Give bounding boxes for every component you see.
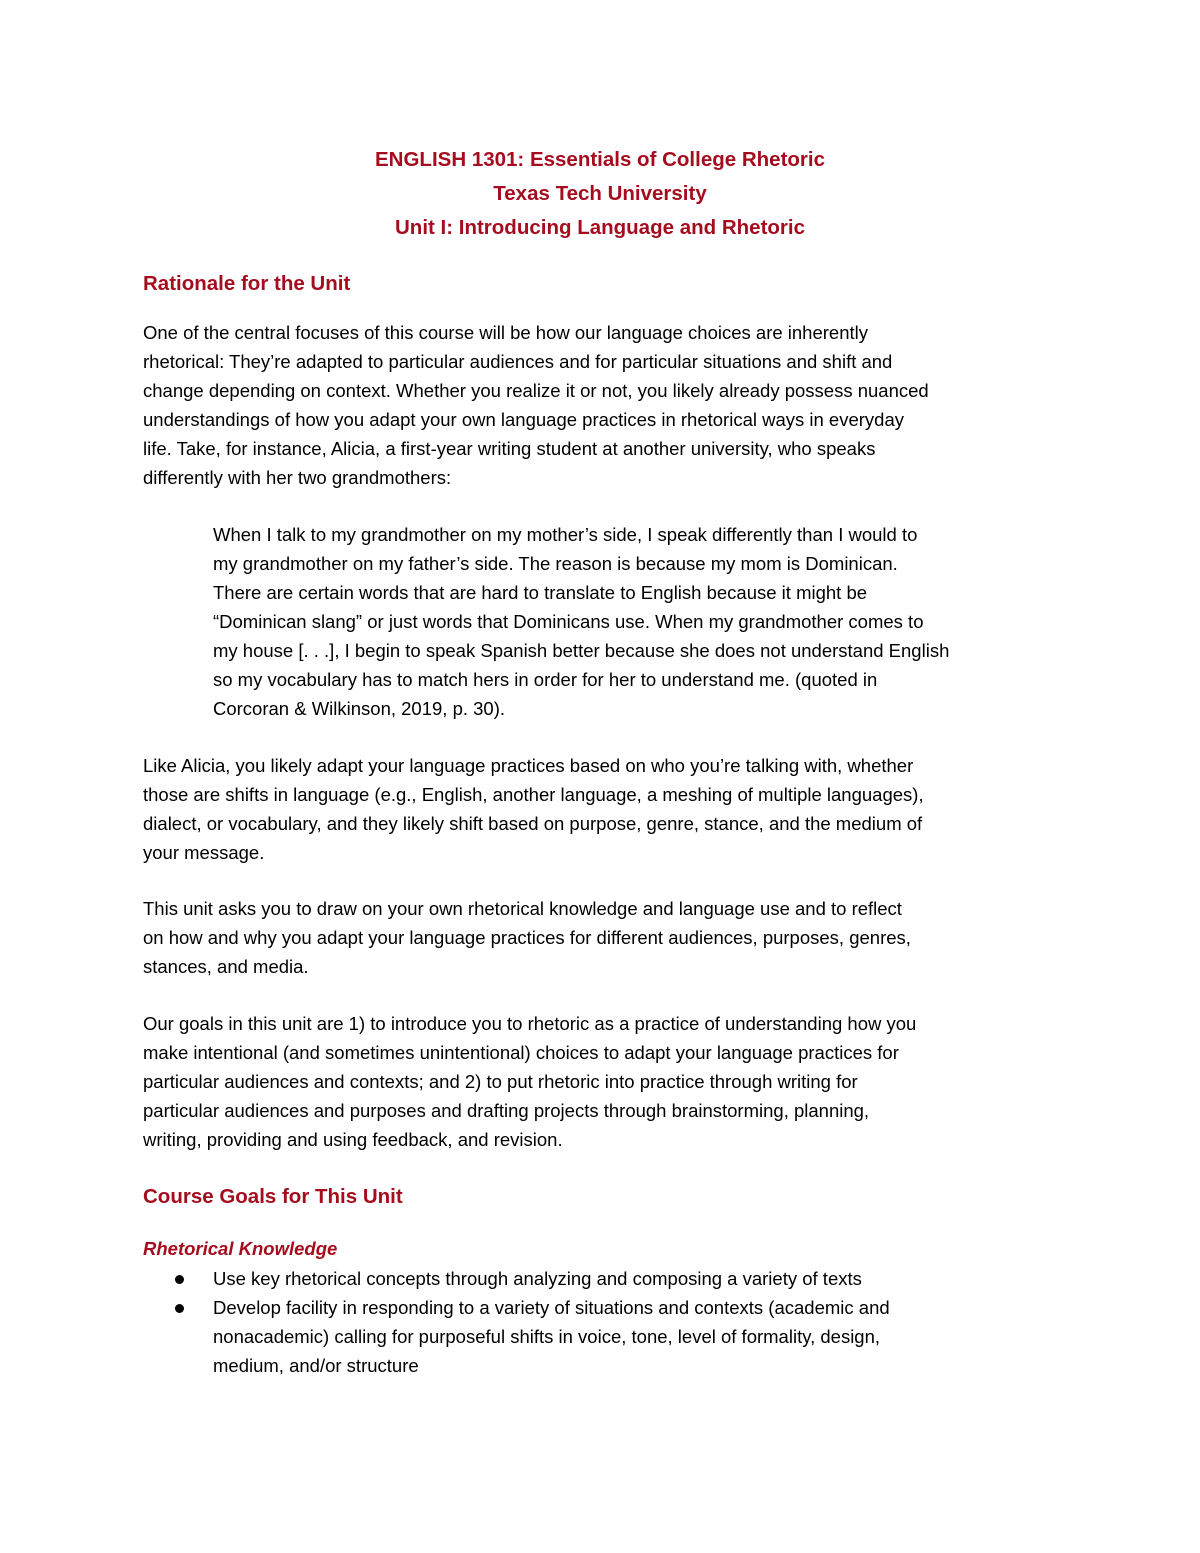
course-title: ENGLISH 1301: Essentials of College Rhetoric xyxy=(375,148,825,171)
rationale-paragraph-4 xyxy=(143,1009,1073,1154)
rationale-heading: Rationale for the Unit xyxy=(143,272,351,295)
text-line: medium, and/or structure xyxy=(213,1355,419,1376)
rhetorical-knowledge-subheading: Rhetorical Knowledge xyxy=(143,1238,338,1259)
rationale-paragraph-2 xyxy=(143,751,1073,867)
quote-line: so my vocabulary has to match hers in order for her to understand me. (quoted in xyxy=(213,669,878,690)
list-item xyxy=(143,1264,1073,1293)
university-name: Texas Tech University xyxy=(493,182,707,205)
text-line: particular audiences and purposes and drafting projects through brainstorming, planning, xyxy=(143,1100,870,1121)
block-quote xyxy=(213,520,1073,723)
text-line: writing, providing and using feedback, and revision. xyxy=(143,1129,563,1150)
quote-line: “Dominican slang” or just words that Dominicans use. When my grandmother comes to xyxy=(213,611,924,632)
quote-line: my house [. . .], I begin to speak Spanish better because she does not understand English xyxy=(213,640,950,661)
document-title-block xyxy=(0,143,1200,245)
text-line: dialect, or vocabulary, and they likely shift based on purpose, genre, stance, and the medium of xyxy=(143,813,923,834)
unit-title: Unit I: Introducing Language and Rhetoric xyxy=(395,216,805,239)
bullet-icon xyxy=(175,1304,184,1313)
quote-line: There are certain words that are hard to translate to English because it might be xyxy=(213,582,868,603)
text-line: your message. xyxy=(143,842,265,863)
list-item xyxy=(143,1293,1073,1380)
text-line: stances, and media. xyxy=(143,956,309,977)
rationale-paragraph-1 xyxy=(143,318,1073,492)
text-line: make intentional (and sometimes unintentional) choices to adapt your language practices for xyxy=(143,1042,899,1063)
text-line: Develop facility in responding to a variety of situations and contexts (academic and xyxy=(213,1297,890,1318)
text-line: change depending on context. Whether you realize it or not, you likely already possess nuanced xyxy=(143,380,929,401)
course-goals-heading: Course Goals for This Unit xyxy=(143,1185,403,1208)
text-line: understandings of how you adapt your own language practices in rhetorical ways in everyday xyxy=(143,409,905,430)
text-line: nonacademic) calling for purposeful shifts in voice, tone, level of formality, design, xyxy=(213,1326,881,1347)
text-line: rhetorical: They’re adapted to particular audiences and for particular situations and shift and xyxy=(143,351,893,372)
rationale-paragraph-3 xyxy=(143,894,1073,981)
text-line: particular audiences and contexts; and 2) to put rhetoric into practice through writing for xyxy=(143,1071,858,1092)
text-line: those are shifts in language (e.g., English, another language, a meshing of multiple languages), xyxy=(143,784,924,805)
quote-line: When I talk to my grandmother on my mother’s side, I speak differently than I would to xyxy=(213,524,918,545)
bullet-icon xyxy=(175,1275,184,1284)
text-line: One of the central focuses of this course will be how our language choices are inherently xyxy=(143,322,868,343)
text-line: life. Take, for instance, Alicia, a first-year writing student at another university, who speaks xyxy=(143,438,876,459)
text-line: Our goals in this unit are 1) to introduce you to rhetoric as a practice of understanding how you xyxy=(143,1013,917,1034)
text-line: on how and why you adapt your language practices for different audiences, purposes, genres, xyxy=(143,927,911,948)
quote-line: Corcoran & Wilkinson, 2019, p. 30). xyxy=(213,698,506,719)
text-line: This unit asks you to draw on your own rhetorical knowledge and language use and to reflect xyxy=(143,898,902,919)
goals-bullet-list xyxy=(143,1264,1073,1380)
text-line: differently with her two grandmothers: xyxy=(143,467,452,488)
text-line: Use key rhetorical concepts through analyzing and composing a variety of texts xyxy=(213,1268,862,1289)
quote-line: my grandmother on my father’s side. The reason is because my mom is Dominican. xyxy=(213,553,898,574)
text-line: Like Alicia, you likely adapt your language practices based on who you’re talking with, whether xyxy=(143,755,914,776)
